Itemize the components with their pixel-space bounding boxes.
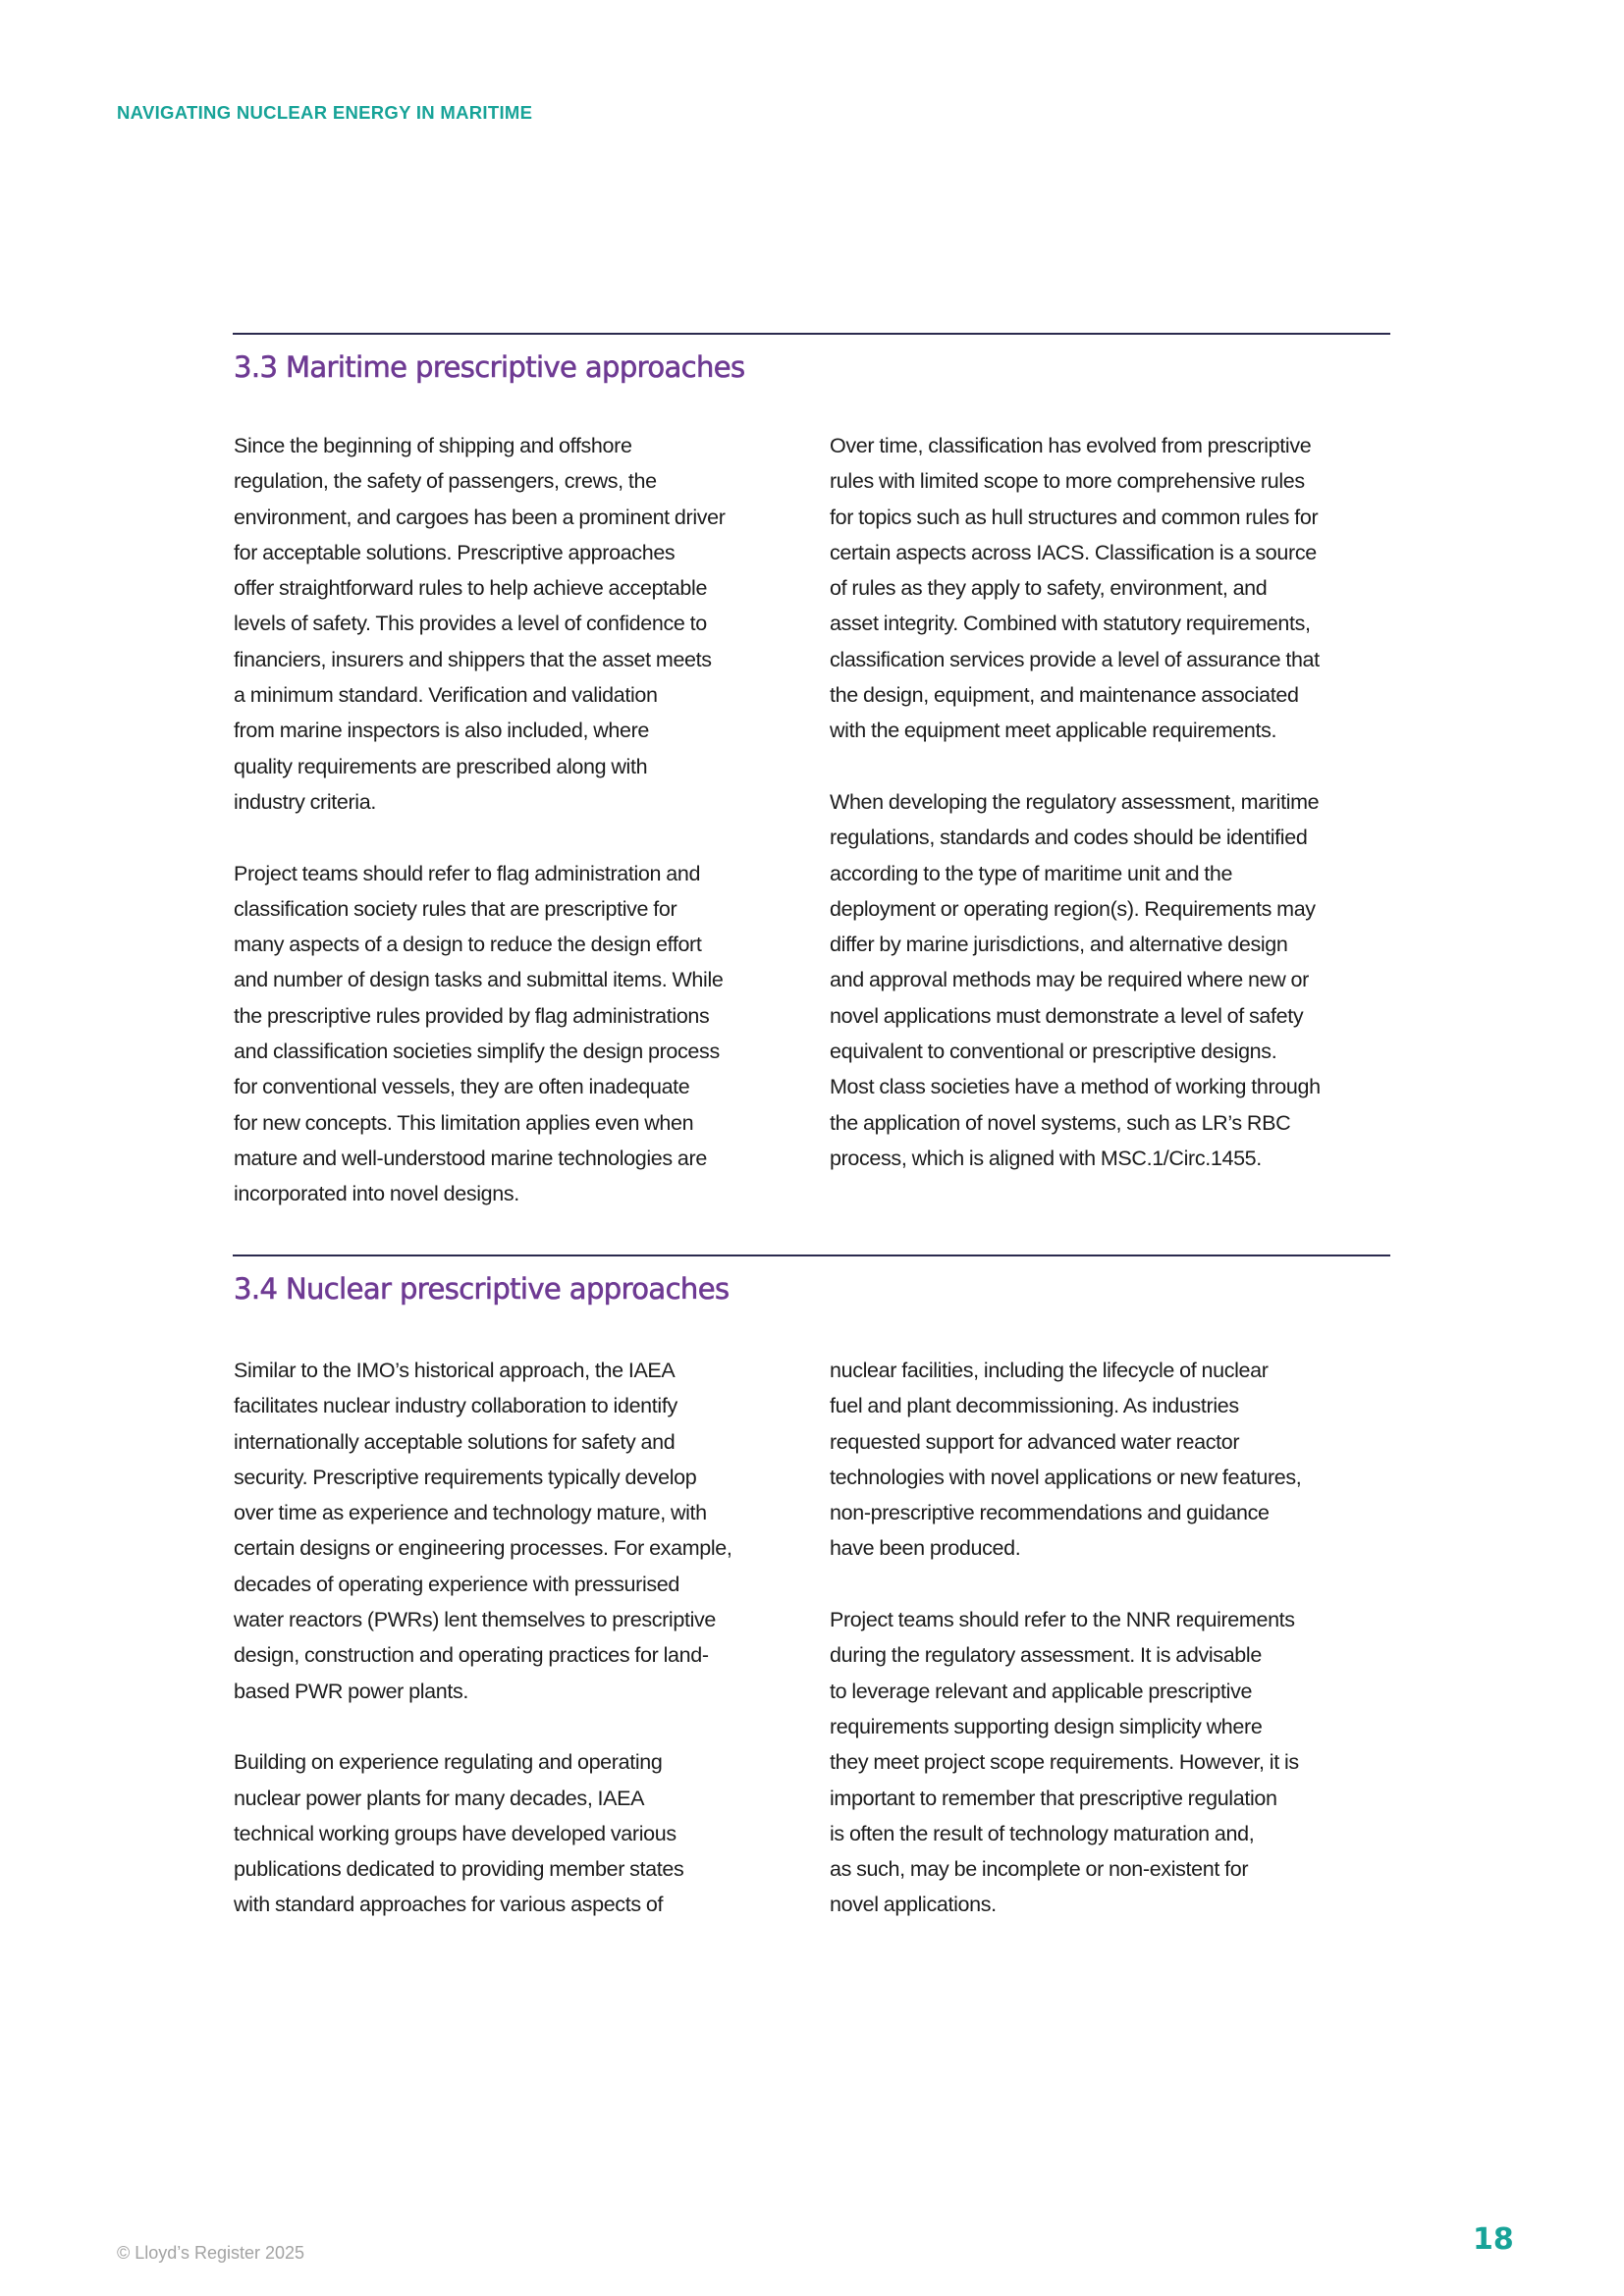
text-line: rules with limited scope to more comprehensive rules [830,469,1305,494]
text-line: deployment or operating region(s). Requirements may [830,896,1316,921]
text-line: decades of operating experience with pressurised [234,1572,679,1596]
section-heading: 3.4 Nuclear prescriptive approaches [234,1272,730,1306]
body-column-left [234,1353,813,1923]
text-line: non-prescriptive recommendations and guidance [830,1501,1270,1525]
text-line: to leverage relevant and applicable prescriptive [830,1679,1253,1703]
text-line: a minimum standard. Verification and validation [234,683,658,708]
text-line: for topics such as hull structures and common rules for [830,505,1319,529]
text-line: classification services provide a level of assurance that [830,647,1320,671]
text-line: equivalent to conventional or prescriptive designs. [830,1040,1277,1064]
text-line: is often the result of technology maturation and, [830,1821,1255,1845]
text-line: many aspects of a design to reduce the design effort [234,933,702,957]
text-line: process, which is aligned with MSC.1/Circ.1455. [830,1146,1262,1170]
paragraph [830,1353,1409,1567]
paragraph [830,428,1409,749]
text-line: requirements supporting design simplicity where [830,1714,1263,1738]
text-line: regulations, standards and codes should be identified [830,826,1308,850]
text-line: When developing the regulatory assessment, maritime [830,789,1320,814]
page-number: 18 [1473,2222,1514,2257]
text-line: incorporated into novel designs. [234,1182,519,1206]
text-line: classification society rules that are prescriptive for [234,896,677,921]
text-line: internationally acceptable solutions for safety and [234,1429,676,1454]
text-line: water reactors (PWRs) lent themselves to prescriptive [234,1608,717,1632]
text-line: the design, equipment, and maintenance associated [830,683,1299,708]
text-line: security. Prescriptive requirements typically develop [234,1465,697,1489]
text-line: facilitates nuclear industry collaboration to identify [234,1394,677,1418]
text-line: financiers, insurers and shippers that the asset meets [234,647,712,671]
text-line: Over time, classification has evolved from prescriptive [830,434,1312,457]
text-line: with standard approaches for various aspects of [234,1893,664,1917]
text-line: novel applications. [830,1893,997,1917]
text-line: of rules as they apply to safety, environment, and [830,576,1268,601]
paragraph [234,1744,813,1922]
text-line: Project teams should refer to the NNR requirements [830,1608,1295,1632]
text-line: Since the beginning of shipping and offshore [234,434,632,457]
paragraph [234,428,813,820]
text-line: for new concepts. This limitation applies even when [234,1110,694,1135]
text-line: nuclear facilities, including the lifecycle of nuclear [830,1359,1269,1382]
paragraph [830,1602,1409,1923]
paragraph [830,784,1409,1176]
body-column-right [830,428,1409,1176]
text-line: nuclear power plants for many decades, IAEA [234,1786,645,1810]
section-divider [233,1255,1390,1256]
text-line: offer straightforward rules to help achieve acceptable [234,576,708,601]
text-line: as such, may be incomplete or non-existent for [830,1857,1249,1882]
text-line: Building on experience regulating and operating [234,1750,663,1775]
section-divider [233,333,1390,335]
text-line: asset integrity. Combined with statutory requirements, [830,612,1311,636]
text-line: from marine inspectors is also included, where [234,719,650,743]
text-line: they meet project scope requirements. However, it is [830,1750,1299,1775]
text-line: during the regulatory assessment. It is advisable [830,1643,1262,1668]
text-line: publications dedicated to providing member states [234,1857,684,1882]
text-line: regulation, the safety of passengers, crews, the [234,469,657,494]
text-line: and approval methods may be required where new or [830,968,1309,992]
text-line: the prescriptive rules provided by flag administrations [234,1003,710,1028]
text-line: differ by marine jurisdictions, and alternative design [830,933,1288,957]
footer-copyright: © Lloyd’s Register 2025 [117,2243,305,2263]
text-line: requested support for advanced water reactor [830,1429,1240,1454]
text-line: novel applications must demonstrate a level of safety [830,1003,1304,1028]
text-line: have been produced. [830,1536,1021,1561]
text-line: levels of safety. This provides a level of confidence to [234,612,707,636]
body-column-right [830,1353,1409,1923]
running-header: NAVIGATING NUCLEAR ENERGY IN MARITIME [117,102,533,123]
text-line: according to the type of maritime unit and the [830,861,1233,885]
text-line: based PWR power plants. [234,1679,469,1703]
text-line: technologies with novel applications or new features, [830,1465,1302,1489]
text-line: quality requirements are prescribed along with [234,754,648,778]
text-line: important to remember that prescriptive regulation [830,1786,1277,1810]
text-line: for acceptable solutions. Prescriptive approaches [234,540,676,564]
text-line: technical working groups have developed various [234,1821,677,1845]
text-line: the application of novel systems, such as LR’s RBC [830,1110,1291,1135]
text-line: certain designs or engineering processes. For example, [234,1536,732,1561]
text-line: mature and well-understood marine technologies are [234,1146,707,1170]
text-line: certain aspects across IACS. Classification is a source [830,540,1317,564]
text-line: Project teams should refer to flag administration and [234,861,701,885]
text-line: over time as experience and technology mature, with [234,1501,707,1525]
text-line: with the equipment meet applicable requirements. [830,719,1277,743]
text-line: industry criteria. [234,789,376,814]
text-line: Similar to the IMO’s historical approach, the IAEA [234,1359,676,1382]
text-line: Most class societies have a method of working through [830,1075,1321,1099]
text-line: and classification societies simplify the design process [234,1040,720,1064]
text-line: design, construction and operating practices for land- [234,1643,709,1668]
text-line: and number of design tasks and submittal items. While [234,968,724,992]
text-line: fuel and plant decommissioning. As industries [830,1394,1239,1418]
text-line: for conventional vessels, they are often inadequate [234,1075,690,1099]
text-line: environment, and cargoes has been a prominent driver [234,505,726,529]
section-heading: 3.3 Maritime prescriptive approaches [234,350,745,384]
paragraph [234,856,813,1212]
body-column-left [234,428,813,1212]
paragraph [234,1353,813,1709]
